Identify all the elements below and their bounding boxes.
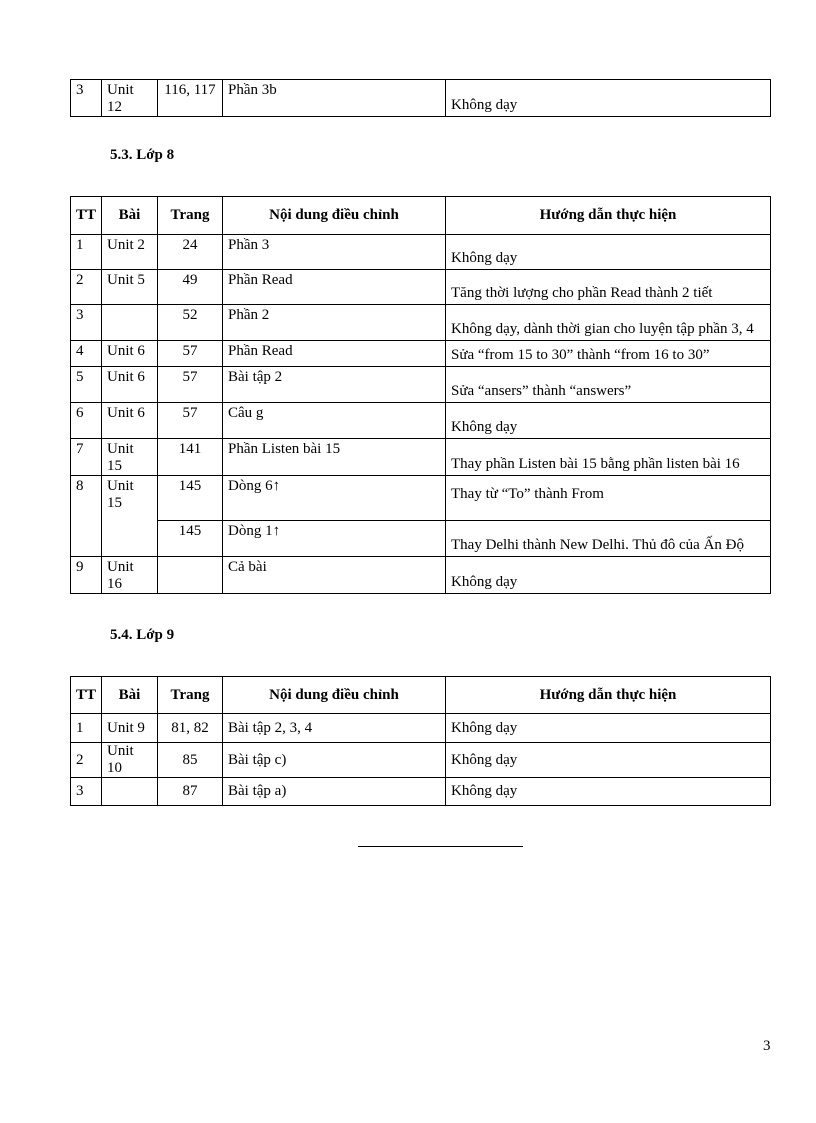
cell-trang: 24 bbox=[158, 235, 223, 270]
cell-trang: 52 bbox=[158, 305, 223, 341]
header-huong-dan: Hướng dẫn thực hiện bbox=[446, 197, 771, 235]
table-row bbox=[71, 341, 771, 367]
cell-trang: 57 bbox=[158, 403, 223, 439]
cell-bai: Unit 15 bbox=[102, 439, 158, 476]
cell-huong-dan: Thay Delhi thành New Delhi. Thủ đô của Ấn Độ bbox=[446, 521, 771, 557]
cell-huong-dan: Thay phần Listen bài 15 bằng phần listen bài 16 bbox=[446, 439, 771, 476]
cell-noi-dung: Dòng 6↑ bbox=[223, 476, 446, 521]
header-tt: TT bbox=[71, 197, 102, 235]
table-row bbox=[71, 714, 771, 743]
table-row bbox=[71, 476, 771, 521]
table-row bbox=[71, 557, 771, 594]
cell-huong-dan: Không dạy bbox=[446, 557, 771, 594]
header-tt: TT bbox=[71, 677, 102, 714]
cell-huong-dan: Không dạy bbox=[446, 80, 771, 117]
table-row bbox=[71, 778, 771, 806]
page-number: 3 bbox=[763, 1038, 771, 1054]
table-header-row bbox=[71, 197, 771, 235]
cell-tt: 7 bbox=[71, 439, 102, 476]
cell-noi-dung: Bài tập 2 bbox=[223, 367, 446, 403]
cell-trang: 57 bbox=[158, 367, 223, 403]
cell-tt: 6 bbox=[71, 403, 102, 439]
cell-tt: 1 bbox=[71, 714, 102, 743]
table-row bbox=[71, 403, 771, 439]
cell-trang: 81, 82 bbox=[158, 714, 223, 743]
cell-noi-dung: Dòng 1↑ bbox=[223, 521, 446, 557]
cell-tt: 9 bbox=[71, 557, 102, 594]
header-bai: Bài bbox=[102, 197, 158, 235]
table-row bbox=[71, 80, 771, 117]
cell-bai: Unit 9 bbox=[102, 714, 158, 743]
cell-huong-dan: Sửa “ansers” thành “answers” bbox=[446, 367, 771, 403]
end-separator-line bbox=[358, 846, 523, 847]
grade-9-table bbox=[70, 676, 771, 806]
cell-bai: Unit 15 bbox=[102, 476, 158, 557]
cell-bai: Unit 5 bbox=[102, 270, 158, 305]
cell-huong-dan: Không dạy bbox=[446, 743, 771, 778]
cell-trang: 85 bbox=[158, 743, 223, 778]
table-row bbox=[71, 743, 771, 778]
cell-noi-dung: Phần Listen bài 15 bbox=[223, 439, 446, 476]
cell-huong-dan: Không dạy bbox=[446, 403, 771, 439]
cell-bai: Unit 6 bbox=[102, 341, 158, 367]
cell-trang: 87 bbox=[158, 778, 223, 806]
grade-8-table bbox=[70, 196, 771, 594]
table-row bbox=[71, 439, 771, 476]
table-header-row bbox=[71, 677, 771, 714]
header-trang: Trang bbox=[158, 197, 223, 235]
cell-trang: 145 bbox=[158, 521, 223, 557]
cell-bai bbox=[102, 778, 158, 806]
cell-bai: Unit 10 bbox=[102, 743, 158, 778]
cell-tt: 3 bbox=[71, 305, 102, 341]
cell-huong-dan: Không dạy bbox=[446, 778, 771, 806]
cell-tt: 3 bbox=[71, 778, 102, 806]
cell-tt: 8 bbox=[71, 476, 102, 557]
section-heading-lop-9: 5.4. Lớp 9 bbox=[110, 627, 175, 643]
cell-noi-dung: Phần 3 bbox=[223, 235, 446, 270]
cell-noi-dung: Phần 3b bbox=[223, 80, 446, 117]
cell-tt: 2 bbox=[71, 270, 102, 305]
cell-huong-dan: Sửa “from 15 to 30” thành “from 16 to 30” bbox=[446, 341, 771, 367]
cell-tt: 4 bbox=[71, 341, 102, 367]
cell-noi-dung: Phần Read bbox=[223, 341, 446, 367]
cell-trang: 116, 117 bbox=[158, 80, 223, 117]
table-row bbox=[71, 270, 771, 305]
cell-bai: Unit 12 bbox=[102, 80, 158, 117]
cell-bai bbox=[102, 305, 158, 341]
cell-huong-dan: Tăng thời lượng cho phần Read thành 2 tiết bbox=[446, 270, 771, 305]
header-trang: Trang bbox=[158, 677, 223, 714]
cell-huong-dan: Không dạy, dành thời gian cho luyện tập phần 3, 4 bbox=[446, 305, 771, 341]
header-noi-dung: Nội dung điều chỉnh bbox=[223, 677, 446, 714]
cell-noi-dung: Bài tập a) bbox=[223, 778, 446, 806]
cell-trang bbox=[158, 557, 223, 594]
header-noi-dung: Nội dung điều chỉnh bbox=[223, 197, 446, 235]
cell-trang: 141 bbox=[158, 439, 223, 476]
cell-bai: Unit 6 bbox=[102, 367, 158, 403]
cell-noi-dung: Phần 2 bbox=[223, 305, 446, 341]
cell-bai: Unit 2 bbox=[102, 235, 158, 270]
cell-huong-dan: Thay từ “To” thành From bbox=[446, 476, 771, 521]
cell-noi-dung: Bài tập 2, 3, 4 bbox=[223, 714, 446, 743]
cell-trang: 145 bbox=[158, 476, 223, 521]
header-huong-dan: Hướng dẫn thực hiện bbox=[446, 677, 771, 714]
header-bai: Bài bbox=[102, 677, 158, 714]
carry-over-table bbox=[70, 79, 771, 117]
cell-trang: 49 bbox=[158, 270, 223, 305]
table-row bbox=[71, 305, 771, 341]
table-row bbox=[71, 521, 771, 557]
cell-noi-dung: Cả bài bbox=[223, 557, 446, 594]
cell-huong-dan: Không dạy bbox=[446, 714, 771, 743]
table-row bbox=[71, 367, 771, 403]
cell-tt: 3 bbox=[71, 80, 102, 117]
cell-huong-dan: Không dạy bbox=[446, 235, 771, 270]
cell-bai: Unit 16 bbox=[102, 557, 158, 594]
section-heading-lop-8: 5.3. Lớp 8 bbox=[110, 147, 175, 163]
cell-noi-dung: Bài tập c) bbox=[223, 743, 446, 778]
cell-noi-dung: Câu g bbox=[223, 403, 446, 439]
cell-noi-dung: Phần Read bbox=[223, 270, 446, 305]
cell-tt: 2 bbox=[71, 743, 102, 778]
cell-tt: 1 bbox=[71, 235, 102, 270]
table-row bbox=[71, 235, 771, 270]
cell-bai: Unit 6 bbox=[102, 403, 158, 439]
cell-trang: 57 bbox=[158, 341, 223, 367]
cell-tt: 5 bbox=[71, 367, 102, 403]
